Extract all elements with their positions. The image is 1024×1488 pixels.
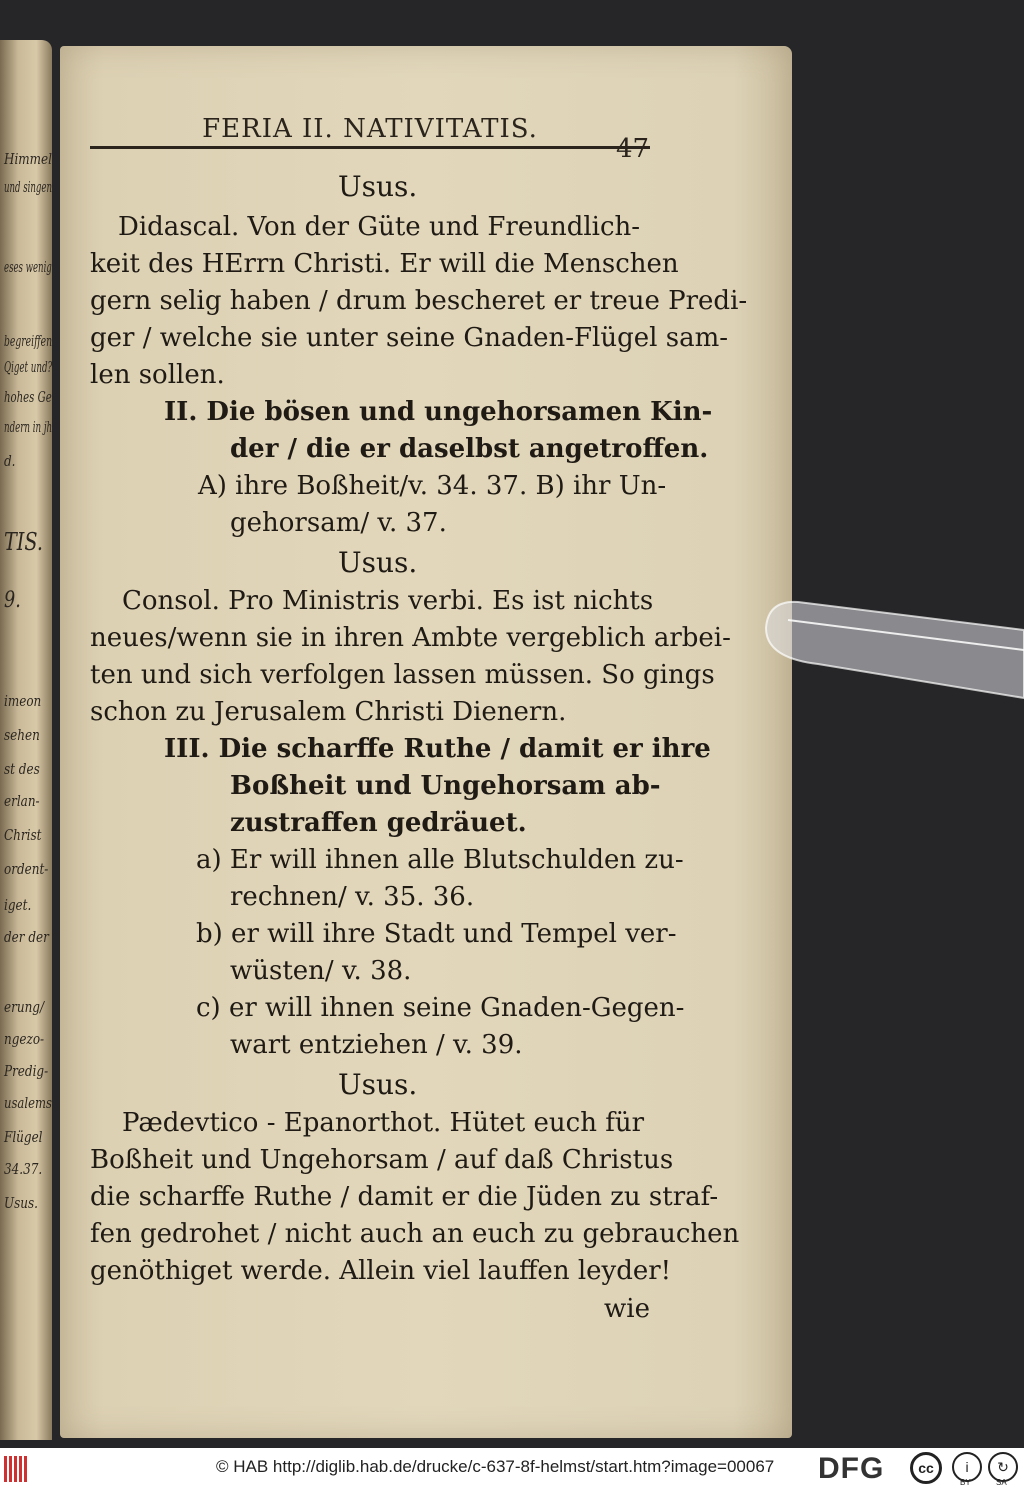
dfg-logo: DFG <box>818 1452 885 1485</box>
text-line: Boßheit und Ungehorsam / auf daß Christus <box>90 1145 674 1175</box>
text-line: ten und sich verfolgen lassen müssen. So gings <box>90 660 715 690</box>
page-number: 47 <box>616 134 650 164</box>
point-heading: zustraffen gedräuet. <box>230 808 527 838</box>
left-fragment: hohes Ge <box>4 388 52 406</box>
text-line: schon zu Jerusalem Christi Dienern. <box>90 697 567 727</box>
section-heading-usus: Usus. <box>338 1068 418 1101</box>
text-line: wüsten/ v. 38. <box>230 956 412 986</box>
left-fragment: Christ <box>4 826 42 844</box>
left-fragment: imeon <box>4 692 42 710</box>
section-heading-usus: Usus. <box>338 546 418 579</box>
left-fragment: sehen <box>4 726 40 744</box>
left-fragment: Flügel <box>4 1128 43 1146</box>
text-line: keit des HErrn Christi. Er will die Menschen <box>90 249 679 279</box>
glass-weight-body <box>766 602 1024 698</box>
cc-license-icon: cc <box>910 1452 942 1484</box>
left-fragment: TIS. <box>4 528 43 556</box>
text-line: A) ihre Boßheit/v. 34. 37. B) ihr Un- <box>198 471 667 501</box>
left-fragment: Qiget und? <box>4 358 53 376</box>
left-fragment: 9. <box>4 588 21 613</box>
text-line: genöthiget werde. Allein viel lauffen leyder! <box>90 1256 672 1286</box>
text-line: Pædevtico - Epanorthot. Hütet euch für <box>122 1108 645 1138</box>
left-fragment: iget. <box>4 896 32 914</box>
left-fragment: ngezo- <box>4 1030 45 1048</box>
left-fragment: der der <box>4 928 49 946</box>
footer-link[interactable]: © HAB http://diglib.hab.de/drucke/c-637-8f-helmst/start.htm?image=00067 <box>216 1457 775 1476</box>
text-line: a) Er will ihnen alle Blutschulden zu- <box>196 845 684 875</box>
running-title: FERIA II. NATIVITATIS. <box>202 114 538 144</box>
sa-share-alike-icon: ↻ <box>988 1452 1018 1482</box>
by-attribution-icon: i <box>952 1452 982 1482</box>
point-heading: III. Die scharffe Ruthe / damit er ihre <box>164 734 711 764</box>
left-fragment: ndern in jh <box>4 418 53 436</box>
point-heading: Boßheit und Ungehorsam ab- <box>230 771 661 801</box>
left-fragment: 34.37. <box>4 1160 43 1178</box>
glass-weight <box>758 580 1024 700</box>
left-fragment: und singen <box>4 178 52 196</box>
left-fragment: Predig- <box>4 1062 49 1080</box>
text-line: wart entziehen / v. 39. <box>230 1030 523 1060</box>
section-heading-usus: Usus. <box>338 170 418 203</box>
text-line: fen gedrohet / nicht auch an euch zu gebrauchen <box>90 1219 740 1249</box>
by-label: BY <box>960 1478 971 1487</box>
text-line: rechnen/ v. 35. 36. <box>230 882 475 912</box>
text-line: neues/wenn sie in ihren Ambte vergeblich arbei- <box>90 623 731 653</box>
left-fragment: Himmel <box>4 150 52 168</box>
left-fragment: erung/ <box>4 998 45 1016</box>
point-heading: der / die er daselbst angetroffen. <box>230 434 709 464</box>
text-line: len sollen. <box>90 360 225 390</box>
running-head <box>90 114 650 149</box>
left-fragment: ordent- <box>4 860 49 878</box>
hab-logo-icon <box>4 1456 40 1482</box>
text-line: gehorsam/ v. 37. <box>230 508 447 538</box>
left-fragment: d. <box>4 452 16 470</box>
left-fragment: erlan- <box>4 792 40 810</box>
left-fragment: st des <box>4 760 40 778</box>
left-page-edge <box>0 40 52 1440</box>
text-line: ger / welche sie unter seine Gnaden-Flügel sam- <box>90 323 729 353</box>
text-line: Consol. Pro Ministris verbi. Es ist nichts <box>122 586 654 616</box>
left-fragment: eses wenig <box>4 258 52 276</box>
left-fragment: begreiffen <box>4 332 53 350</box>
text-line: b) er will ihre Stadt und Tempel ver- <box>196 919 677 949</box>
footer-bar <box>0 1448 1024 1488</box>
text-line: die scharffe Ruthe / damit er die Jüden zu straf- <box>90 1182 719 1212</box>
sa-label: SA <box>996 1478 1007 1487</box>
text-line: Didascal. Von der Güte und Freundlich- <box>118 212 641 242</box>
left-fragment: usalems <box>4 1094 52 1112</box>
left-fragment: Usus. <box>4 1194 38 1212</box>
point-heading: II. Die bösen und ungehorsamen Kin- <box>164 397 713 427</box>
text-line: c) er will ihnen seine Gnaden-Gegen- <box>196 993 685 1023</box>
book-page <box>60 46 792 1438</box>
catchword: wie <box>604 1294 650 1324</box>
text-line: gern selig haben / drum bescheret er treue Predi- <box>90 286 748 316</box>
